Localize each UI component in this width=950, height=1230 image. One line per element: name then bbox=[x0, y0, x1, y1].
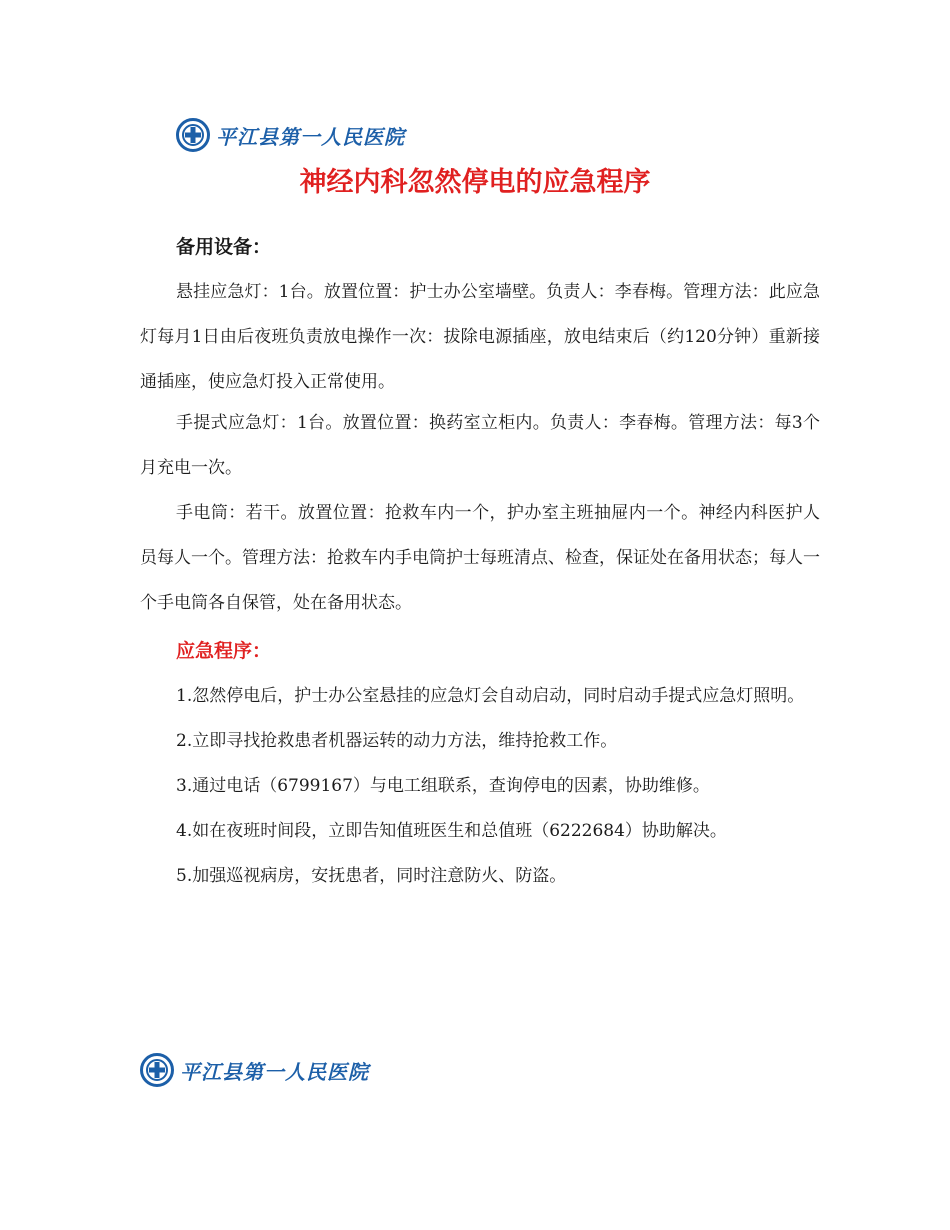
procedure-list bbox=[140, 674, 820, 899]
hospital-emblem-icon bbox=[176, 118, 210, 152]
header-logo bbox=[176, 118, 405, 152]
procedure-step: 2.立即寻找抢救患者机器运转的动力方法，维持抢救工作。 bbox=[176, 731, 618, 751]
page-title: 神经内科忽然停电的应急程序 bbox=[299, 167, 651, 198]
hospital-name: 平江县第一人民医院 bbox=[180, 1059, 369, 1084]
procedure-step: 1.忽然停电后，护士办公室悬挂的应急灯会自动启动，同时启动手提式应急灯照明。 bbox=[176, 686, 805, 706]
equipment-paragraph: 手电筒：若干。放置位置：抢救车内一个，护办室主班抽屉内一个。神经内科医护人员每人一个。管理方法：抢救车内手电筒护士每班清点、检查，保证处在备用状态；每人一个手电筒各自保管，处在备用状态。 bbox=[140, 503, 820, 613]
procedure-step: 3.通过电话（6799167）与电工组联系，查询停电的因素，协助维修。 bbox=[176, 776, 710, 796]
hospital-emblem-icon bbox=[140, 1053, 174, 1087]
hospital-name: 平江县第一人民医院 bbox=[216, 124, 405, 149]
procedure-step: 5.加强巡视病房，安抚患者，同时注意防火、防盗。 bbox=[176, 866, 567, 886]
procedure-heading: 应急程序： bbox=[176, 640, 272, 662]
equipment-paragraph: 悬挂应急灯：1台。放置位置：护士办公室墙壁。负责人：李春梅。管理方法：此应急灯每月1日由后夜班负责放电操作一次：拔除电源插座，放电结束后（约120分钟）重新接通插座，使应急灯投入正常使用。 bbox=[140, 282, 820, 392]
equipment-heading: 备用设备： bbox=[176, 236, 272, 258]
equipment-paragraph: 手提式应急灯：1台。放置位置：换药室立柜内。负责人：李春梅。管理方法：每3个月充电一次。 bbox=[140, 413, 820, 478]
footer-logo bbox=[140, 1053, 369, 1087]
procedure-step: 4.如在夜班时间段，立即告知值班医生和总值班（6222684）协助解决。 bbox=[176, 821, 727, 841]
